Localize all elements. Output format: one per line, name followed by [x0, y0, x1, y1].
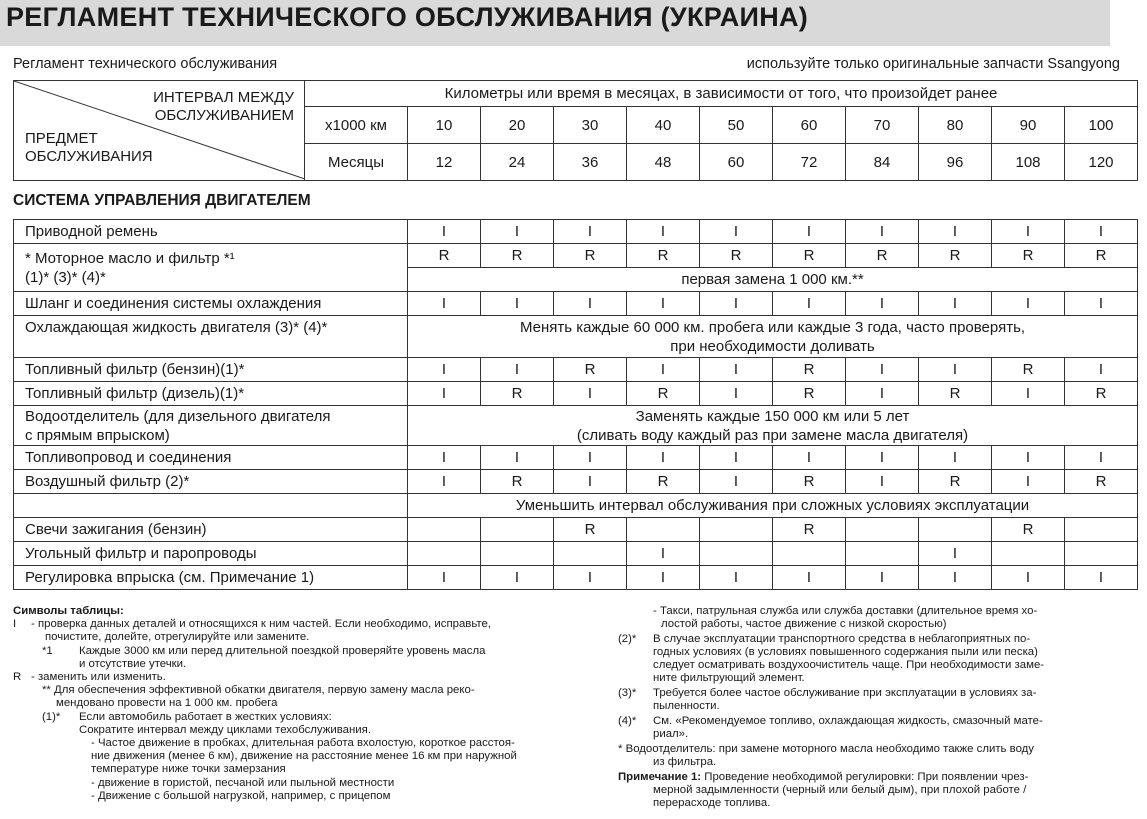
table-row: [14, 292, 1138, 316]
schedule-cell: [773, 542, 846, 566]
schedule-cell: R: [627, 470, 700, 494]
note-4-mark: (4)*: [618, 715, 637, 727]
schedule-cell: I: [992, 292, 1065, 316]
maintenance-table: [13, 219, 1138, 590]
note-3-line-2: пыленности.: [653, 700, 720, 712]
schedule-cell: I: [700, 220, 773, 244]
schedule-cell: R: [1065, 244, 1138, 268]
row-note: первая замена 1 000 км.**: [408, 268, 1138, 292]
schedule-cell: I: [700, 382, 773, 406]
table-row: [14, 542, 1138, 566]
schedule-cell: I: [554, 470, 627, 494]
schedule-cell: R: [554, 244, 627, 268]
schedule-cell: R: [408, 244, 481, 268]
row-span-text: [408, 406, 1138, 446]
table-row: [14, 518, 1138, 542]
note-r-line-1: - заменить или изменить.: [31, 671, 166, 683]
row-label: Топливный фильтр (дизель)(1)*: [14, 382, 408, 406]
schedule-cell: I: [408, 292, 481, 316]
span-line-1: Менять каждые 60 000 км. пробега или каждые 3 года, часто проверять,: [519, 318, 1026, 336]
schedule-cell: [700, 542, 773, 566]
schedule-cell: R: [773, 244, 846, 268]
schedule-cell: I: [846, 470, 919, 494]
schedule-cell: I: [408, 446, 481, 470]
km-cell: 30: [554, 107, 627, 144]
schedule-cell: R: [773, 518, 846, 542]
note-3-line-1: Требуется более частое обслуживание при эксплуатации в условиях за-: [653, 687, 1037, 699]
schedule-cell: I: [554, 566, 627, 590]
schedule-cell: [919, 518, 992, 542]
note-1-line-2: Сократите интервал между циклами техобслуживания.: [79, 724, 371, 736]
schedule-cell: R: [1065, 382, 1138, 406]
table-row: [14, 316, 1138, 358]
schedule-cell: I: [1065, 446, 1138, 470]
row-label-line-2: (1)* (3)* (4)*: [25, 268, 106, 286]
row-label-line-1: Водоотделитель (для дизельного двигателя: [25, 407, 331, 425]
schedule-cell: I: [919, 446, 992, 470]
schedule-cell: R: [481, 470, 554, 494]
table-row: [14, 382, 1138, 406]
schedule-cell: I: [992, 470, 1065, 494]
schedule-cell: R: [773, 382, 846, 406]
note-i-line-1: - проверка данных деталей и относящихся к ним частей. Если необходимо, исправьте,: [31, 618, 491, 630]
schedule-cell: I: [1065, 220, 1138, 244]
km-cell: 60: [773, 107, 846, 144]
notes-left: [13, 605, 603, 815]
interval-label: [153, 89, 294, 125]
km-cell: 10: [408, 107, 481, 144]
schedule-cell: I: [919, 220, 992, 244]
months-cell: 12: [408, 144, 481, 181]
section-title: СИСТЕМА УПРАВЛЕНИЯ ДВИГАТЕЛЕМ: [13, 192, 311, 209]
row-label: Воздушный фильтр (2)*: [14, 470, 408, 494]
note-s1-line-2: и отсутствие утечки.: [79, 658, 187, 670]
schedule-cell: I: [627, 220, 700, 244]
note-2-line-1: В случае эксплуатации транспортного средства в неблагоприятных по-: [653, 633, 1031, 645]
note-i-mark: I: [13, 618, 17, 630]
bullet-4-line-2: лостой работы, частое движение с низкой скоростью): [661, 618, 947, 630]
table-row: [14, 446, 1138, 470]
schedule-cell: I: [992, 382, 1065, 406]
note-i-line-2: почистите, долейте, отрегулируйте или замените.: [45, 631, 310, 643]
row-label: Свечи зажигания (бензин): [14, 518, 408, 542]
schedule-cell: I: [554, 220, 627, 244]
schedule-cell: I: [773, 220, 846, 244]
note-4-line-2: риал».: [653, 728, 689, 740]
row-label: Регулировка впрыска (см. Примечание 1): [14, 566, 408, 590]
note-2-line-3: следует осматривать воздухоочиститель чаще. При необходимости заме-: [653, 659, 1045, 671]
bullet-4-line-1: - Такси, патрульная служба или служба доставки (длительное время хо-: [653, 605, 1038, 617]
schedule-cell: R: [846, 244, 919, 268]
subtitle-left: Регламент технического обслуживания: [13, 56, 278, 72]
row-label: Шланг и соединения системы охлаждения: [14, 292, 408, 316]
schedule-cell: I: [1065, 566, 1138, 590]
schedule-cell: I: [846, 566, 919, 590]
bullet-1-line-1: - Частое движение в пробках, длительная работа вхолостую, короткое расстоя-: [91, 737, 515, 749]
row-label: Угольный фильтр и паропроводы: [14, 542, 408, 566]
note-2-line-2: годных условиях (в условиях повышенного содержания пыли или песка): [653, 646, 1038, 658]
schedule-cell: [408, 542, 481, 566]
table-row: [14, 220, 1138, 244]
km-cell: 20: [481, 107, 554, 144]
bullet-1-line-3: температуре ниже точки замерзания: [91, 763, 286, 775]
schedule-cell: I: [846, 220, 919, 244]
schedule-cell: I: [992, 566, 1065, 590]
note-2-line-4: ните фильтрующий элемент.: [653, 672, 805, 684]
remark-1-line-3: перерасходе топлива.: [653, 797, 771, 809]
schedule-cell: I: [408, 470, 481, 494]
schedule-cell: I: [773, 566, 846, 590]
schedule-cell: I: [919, 566, 992, 590]
schedule-cell: I: [846, 446, 919, 470]
schedule-cell: I: [1065, 292, 1138, 316]
span-line-2: при необходимости доливать: [670, 337, 875, 355]
row-label-line-2: с прямым впрыском): [25, 426, 170, 444]
item-label-line-2: ОБСЛУЖИВАНИЯ: [25, 148, 153, 165]
schedule-cell: I: [846, 358, 919, 382]
schedule-cell: [481, 518, 554, 542]
row-label: Охлаждающая жидкость двигателя (3)* (4)*: [14, 316, 408, 358]
row-label-empty: [14, 494, 408, 518]
note-2-mark: (2)*: [618, 633, 637, 645]
schedule-cell: [627, 518, 700, 542]
schedule-cell: I: [846, 292, 919, 316]
interval-label-line-1: ИНТЕРВАЛ МЕЖДУ: [153, 89, 294, 106]
schedule-cell: I: [554, 292, 627, 316]
schedule-cell: I: [919, 358, 992, 382]
km-cell: 50: [700, 107, 773, 144]
row-note: Уменьшить интервал обслуживания при сложных условиях эксплуатации: [408, 494, 1138, 518]
schedule-cell: I: [481, 220, 554, 244]
interval-label-line-2: ОБСЛУЖИВАНИЕМ: [154, 107, 294, 124]
schedule-cell: R: [627, 244, 700, 268]
note-1-line-1: Если автомобиль работает в жестких условиях:: [79, 711, 332, 723]
item-label-line-1: ПРЕДМЕТ: [25, 130, 98, 147]
schedule-cell: [846, 542, 919, 566]
schedule-cell: I: [1065, 358, 1138, 382]
row-label: Топливный фильтр (бензин)(1)*: [14, 358, 408, 382]
months-cell: 96: [919, 144, 992, 181]
schedule-cell: I: [481, 566, 554, 590]
km-label: x1000 км: [305, 107, 408, 144]
note-3-mark: (3)*: [618, 687, 637, 699]
bullet-2: - движение в гористой, песчаной или пыльной местности: [91, 777, 395, 789]
schedule-cell: I: [700, 446, 773, 470]
months-cell: 36: [554, 144, 627, 181]
schedule-cell: I: [919, 292, 992, 316]
notes-right: [618, 605, 1143, 815]
schedule-cell: I: [408, 358, 481, 382]
item-label: [25, 130, 153, 166]
table-row: [14, 244, 1138, 268]
note-1-mark: (1)*: [42, 711, 61, 723]
schedule-cell: R: [481, 244, 554, 268]
schedule-cell: [481, 542, 554, 566]
schedule-cell: [1065, 542, 1138, 566]
schedule-cell: I: [773, 446, 846, 470]
row-label: [14, 244, 408, 292]
row-label: Приводной ремень: [14, 220, 408, 244]
row-label: [14, 406, 408, 446]
schedule-cell: R: [700, 244, 773, 268]
schedule-cell: I: [554, 446, 627, 470]
schedule-cell: I: [481, 446, 554, 470]
schedule-cell: I: [846, 382, 919, 406]
schedule-cell: I: [700, 566, 773, 590]
row-span-text: [408, 316, 1138, 358]
schedule-cell: R: [554, 518, 627, 542]
km-cell: 80: [919, 107, 992, 144]
schedule-cell: R: [773, 470, 846, 494]
km-cell: 70: [846, 107, 919, 144]
months-cell: 24: [481, 144, 554, 181]
row-label: Топливопровод и соединения: [14, 446, 408, 470]
months-cell: 48: [627, 144, 700, 181]
note-ss-line-1: ** Для обеспечения эффективной обкатки двигателя, первую замену масла реко-: [42, 684, 475, 696]
schedule-cell: R: [919, 470, 992, 494]
remark-1-label: Примечание 1:: [618, 771, 702, 783]
page-title: РЕГЛАМЕНТ ТЕХНИЧЕСКОГО ОБСЛУЖИВАНИЯ (УКРАИНА): [6, 2, 809, 32]
months-cell: 120: [1065, 144, 1138, 181]
schedule-cell: R: [481, 382, 554, 406]
bullet-3: - Движение с большой нагрузкой, например, с прицепом: [91, 790, 391, 802]
schedule-cell: R: [992, 244, 1065, 268]
note-r-mark: R: [13, 671, 22, 683]
table-row: [14, 566, 1138, 590]
schedule-cell: I: [992, 446, 1065, 470]
schedule-cell: R: [1065, 470, 1138, 494]
schedule-cell: [992, 542, 1065, 566]
schedule-cell: R: [773, 358, 846, 382]
table-row: [14, 470, 1138, 494]
schedule-cell: I: [992, 220, 1065, 244]
schedule-cell: [408, 518, 481, 542]
schedule-cell: I: [627, 358, 700, 382]
months-cell: 72: [773, 144, 846, 181]
schedule-cell: I: [627, 542, 700, 566]
notes-heading: Символы таблицы:: [13, 605, 124, 617]
months-label: Месяцы: [305, 144, 408, 181]
row-label-line-1: * Моторное масло и фильтр *¹: [25, 249, 235, 267]
schedule-cell: I: [408, 566, 481, 590]
interval-header-table: [13, 80, 1138, 181]
km-cell: 90: [992, 107, 1065, 144]
span-line-2: (сливать воду каждый раз при замене масла двигателя): [576, 426, 969, 444]
span-line-1: Заменять каждые 150 000 км или 5 лет: [635, 407, 910, 425]
schedule-cell: I: [481, 358, 554, 382]
schedule-cell: [1065, 518, 1138, 542]
schedule-cell: I: [700, 358, 773, 382]
header-caption: Километры или время в месяцах, в зависимости от того, что произойдет ранее: [305, 81, 1138, 107]
schedule-cell: [554, 542, 627, 566]
schedule-cell: [700, 518, 773, 542]
schedule-cell: [846, 518, 919, 542]
bullet-1-line-2: ние движения (менее 6 км), движение на расстояние менее 16 км при наружной: [91, 750, 517, 762]
schedule-cell: I: [700, 292, 773, 316]
schedule-cell: I: [919, 542, 992, 566]
title-bar: [0, 0, 1110, 46]
schedule-cell: R: [627, 382, 700, 406]
schedule-cell: I: [408, 382, 481, 406]
note-4-line-1: См. «Рекомендуемое топливо, охлаждающая жидкость, смазочный мате-: [653, 715, 1043, 727]
schedule-cell: R: [919, 244, 992, 268]
remark-1-line-1: [618, 771, 1028, 784]
schedule-cell: R: [554, 358, 627, 382]
months-cell: 108: [992, 144, 1065, 181]
schedule-cell: I: [554, 382, 627, 406]
schedule-cell: I: [408, 220, 481, 244]
schedule-cell: I: [627, 446, 700, 470]
table-row: [14, 406, 1138, 446]
schedule-cell: I: [627, 566, 700, 590]
schedule-cell: I: [773, 292, 846, 316]
note-s1-line-1: Каждые 3000 км или перед длительной поездкой проверяйте уровень масла: [79, 645, 486, 657]
schedule-cell: I: [700, 470, 773, 494]
note-s1-mark: *1: [42, 645, 53, 657]
schedule-cell: I: [481, 292, 554, 316]
table-row: [14, 358, 1138, 382]
remark-1-line-2: мерной задымленности (черный или белый дым), при плохой работе /: [653, 784, 1027, 796]
schedule-cell: I: [627, 292, 700, 316]
remark-1-text: Проведение необходимой регулировки: При появлении чрез-: [701, 771, 1029, 783]
note-ss-line-2: мендовано провести на 1 000 км. пробега: [56, 697, 278, 709]
schedule-cell: R: [992, 358, 1065, 382]
schedule-cell: R: [992, 518, 1065, 542]
months-cell: 84: [846, 144, 919, 181]
schedule-cell: R: [919, 382, 992, 406]
header-diagonal-cell: [14, 81, 305, 181]
months-cell: 60: [700, 144, 773, 181]
water-note-line-2: из фильтра.: [653, 756, 717, 768]
water-note-line-1: * Водоотделитель: при замене моторного масла необходимо также слить воду: [618, 743, 1034, 755]
km-cell: 100: [1065, 107, 1138, 144]
km-cell: 40: [627, 107, 700, 144]
subtitle-right: используйте только оригинальные запчасти Ssangyong: [746, 56, 1120, 72]
table-row: [14, 494, 1138, 518]
